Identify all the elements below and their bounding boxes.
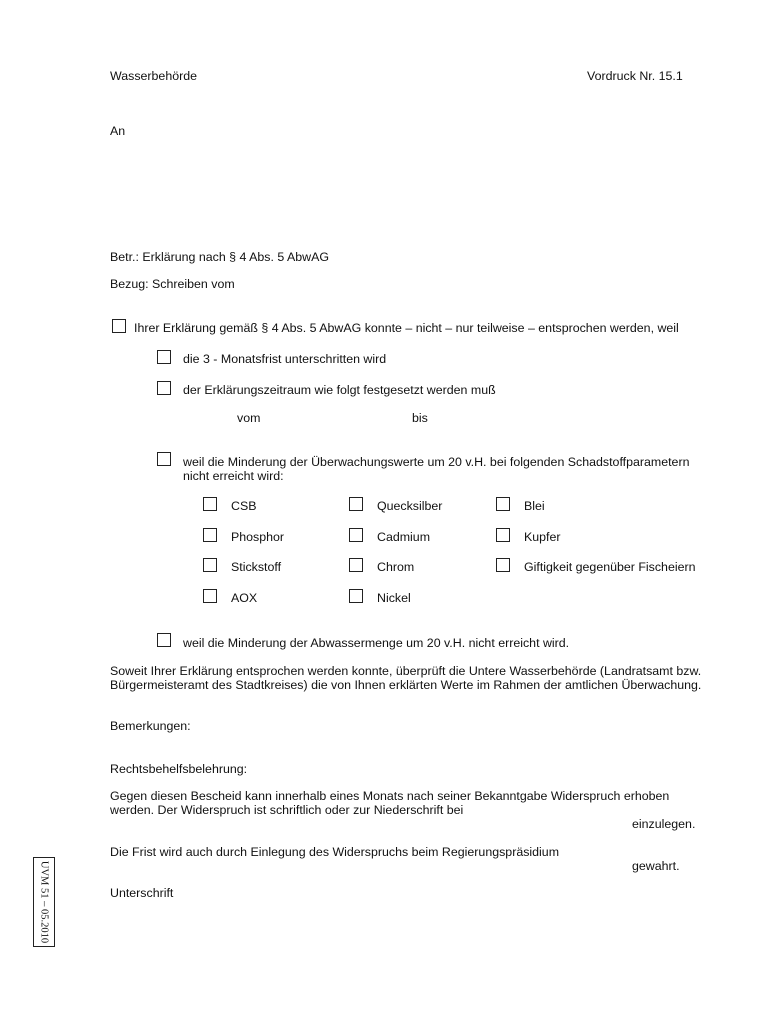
form-number: Vordruck Nr. 15.1 bbox=[587, 69, 683, 83]
soweit-paragraph: Soweit Ihrer Erklärung entsprochen werden konnte, überprüft die Untere Wasserbehörde (Landratsamt bzw. Bürgermeisteramt des Stadtkreises) die von Ihnen erklärten Werte im Rahmen der amtlichen Überwachung. bbox=[110, 664, 702, 692]
param-stickstoff-checkbox[interactable] bbox=[203, 558, 217, 572]
param-aox-checkbox[interactable] bbox=[203, 589, 217, 603]
param-stickstoff-label: Stickstoff bbox=[231, 560, 282, 574]
bis-label: bis bbox=[412, 411, 428, 425]
monatsfrist-checkbox[interactable] bbox=[157, 350, 171, 364]
param-cadmium-checkbox[interactable] bbox=[349, 528, 363, 542]
param-cadmium-label: Cadmium bbox=[377, 530, 431, 544]
param-phosphor-label: Phosphor bbox=[231, 530, 285, 544]
einzulegen-label: einzulegen. bbox=[632, 817, 696, 831]
param-csb-label: CSB bbox=[231, 499, 257, 513]
param-giftigkeit-checkbox[interactable] bbox=[496, 558, 510, 572]
param-nickel-checkbox[interactable] bbox=[349, 589, 363, 603]
main-option-checkbox[interactable] bbox=[112, 319, 126, 333]
param-kupfer-checkbox[interactable] bbox=[496, 528, 510, 542]
param-aox-label: AOX bbox=[231, 591, 258, 605]
param-quecksilber-label: Quecksilber bbox=[377, 499, 443, 513]
param-chrom-checkbox[interactable] bbox=[349, 558, 363, 572]
minderung-checkbox[interactable] bbox=[157, 452, 171, 466]
param-chrom-label: Chrom bbox=[377, 560, 415, 574]
bemerkungen-label: Bemerkungen: bbox=[110, 719, 191, 733]
minderung-label-line1: weil die Minderung der Überwachungswerte um 20 v.H. bei folgenden Schadstoffparametern bbox=[183, 455, 690, 469]
minderung-label-line2: nicht erreicht wird: bbox=[183, 469, 284, 483]
rechtsbehelf-heading: Rechtsbehelfsbelehrung: bbox=[110, 762, 248, 776]
main-option-label: Ihrer Erklärung gemäß § 4 Abs. 5 AbwAG konnte – nicht – nur teilweise – entsprochen werden, weil bbox=[134, 321, 679, 335]
widerspruch-line2: werden. Der Widerspruch ist schriftlich oder zur Niederschrift bei bbox=[110, 803, 464, 817]
param-csb-checkbox[interactable] bbox=[203, 497, 217, 511]
param-giftigkeit-label: Giftigkeit gegenüber Fischeiern bbox=[524, 560, 696, 574]
vom-label: vom bbox=[237, 411, 261, 425]
monatsfrist-label: die 3 - Monatsfrist unterschritten wird bbox=[183, 352, 387, 366]
zeitraum-checkbox[interactable] bbox=[157, 381, 171, 395]
param-nickel-label: Nickel bbox=[377, 591, 411, 605]
addressee-label: An bbox=[110, 124, 126, 138]
form-id-stamp-text: UVM 51 – 05.2010 bbox=[38, 860, 50, 944]
abwassermenge-label: weil die Minderung der Abwassermenge um 20 v.H. nicht erreicht wird. bbox=[183, 636, 570, 650]
abwassermenge-checkbox[interactable] bbox=[157, 633, 171, 647]
form-id-stamp bbox=[33, 857, 55, 947]
frist-line: Die Frist wird auch durch Einlegung des Widerspruchs beim Regierungspräsidium bbox=[110, 845, 560, 859]
signature-label: Unterschrift bbox=[110, 886, 174, 900]
param-kupfer-label: Kupfer bbox=[524, 530, 561, 544]
param-quecksilber-checkbox[interactable] bbox=[349, 497, 363, 511]
param-blei-label: Blei bbox=[524, 499, 545, 513]
authority-label: Wasserbehörde bbox=[110, 69, 198, 83]
subject-betr: Betr.: Erklärung nach § 4 Abs. 5 AbwAG bbox=[110, 250, 330, 264]
param-blei-checkbox[interactable] bbox=[496, 497, 510, 511]
subject-bezug: Bezug: Schreiben vom bbox=[110, 277, 235, 291]
widerspruch-line1: Gegen diesen Bescheid kann innerhalb eines Monats nach seiner Bekanntgabe Widerspruch erhoben bbox=[110, 789, 670, 803]
param-phosphor-checkbox[interactable] bbox=[203, 528, 217, 542]
zeitraum-label: der Erklärungszeitraum wie folgt festgesetzt werden muß bbox=[183, 383, 496, 397]
gewahrt-label: gewahrt. bbox=[632, 859, 680, 873]
